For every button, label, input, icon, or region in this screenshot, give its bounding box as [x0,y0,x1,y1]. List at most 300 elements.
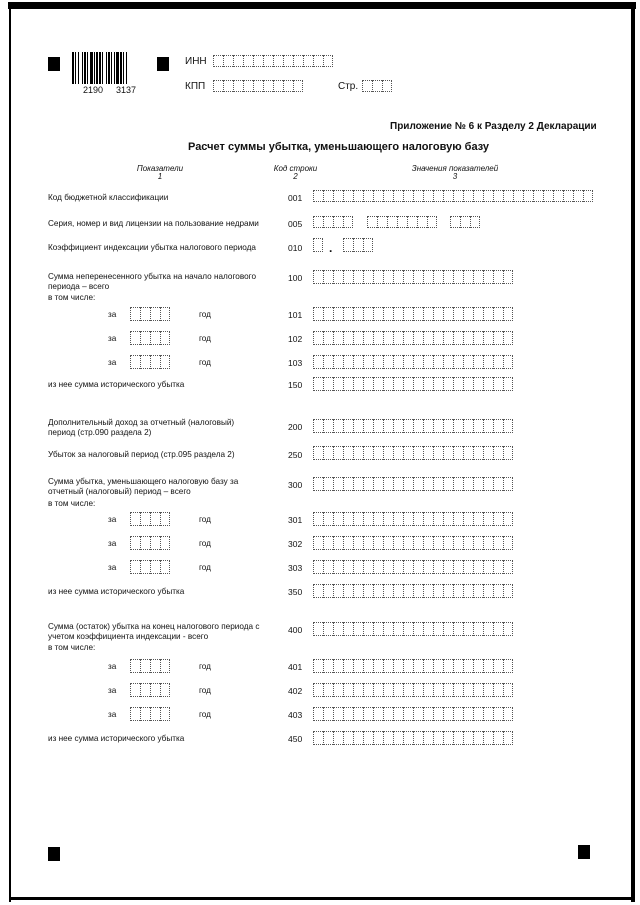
char-cell[interactable] [473,270,483,284]
row-300-field[interactable] [313,477,513,489]
char-cell[interactable] [353,419,363,433]
char-cell[interactable] [160,355,170,369]
char-cell[interactable] [383,683,393,697]
char-cell[interactable] [150,659,160,673]
char-cell[interactable] [503,270,513,284]
char-cell[interactable] [353,477,363,491]
row-303-year-field[interactable] [130,560,170,572]
char-cell[interactable] [473,331,483,345]
char-cell[interactable] [433,446,443,460]
char-cell[interactable] [373,355,383,369]
char-cell[interactable] [423,477,433,491]
char-cell[interactable] [333,584,343,598]
char-cell[interactable] [353,331,363,345]
char-cell[interactable] [273,80,283,92]
row-005-number-field[interactable] [367,216,437,228]
char-cell[interactable] [383,622,393,636]
char-cell[interactable] [343,731,353,745]
char-cell[interactable] [383,446,393,460]
row-401-field[interactable] [313,659,513,671]
char-cell[interactable] [343,560,353,574]
char-cell[interactable] [393,683,403,697]
char-cell[interactable] [353,622,363,636]
char-cell[interactable] [483,307,493,321]
char-cell[interactable] [363,584,373,598]
char-cell[interactable] [423,659,433,673]
char-cell[interactable] [333,419,343,433]
char-cell[interactable] [383,270,393,284]
char-cell[interactable] [393,190,403,202]
char-cell[interactable] [363,659,373,673]
char-cell[interactable] [373,659,383,673]
char-cell[interactable] [393,446,403,460]
char-cell[interactable] [130,307,140,321]
char-cell[interactable] [353,270,363,284]
char-cell[interactable] [313,216,323,228]
char-cell[interactable] [353,307,363,321]
row-303-field[interactable] [313,560,513,572]
char-cell[interactable] [403,331,413,345]
char-cell[interactable] [323,584,333,598]
char-cell[interactable] [150,355,160,369]
char-cell[interactable] [333,622,343,636]
char-cell[interactable] [443,560,453,574]
char-cell[interactable] [353,707,363,721]
char-cell[interactable] [253,55,263,67]
char-cell[interactable] [503,355,513,369]
char-cell[interactable] [473,707,483,721]
char-cell[interactable] [460,216,470,228]
char-cell[interactable] [343,216,353,228]
char-cell[interactable] [343,584,353,598]
page-number-field[interactable] [362,80,392,92]
char-cell[interactable] [453,307,463,321]
char-cell[interactable] [453,477,463,491]
char-cell[interactable] [473,622,483,636]
char-cell[interactable] [503,659,513,673]
char-cell[interactable] [453,446,463,460]
char-cell[interactable] [473,377,483,391]
char-cell[interactable] [313,377,323,391]
char-cell[interactable] [483,536,493,550]
char-cell[interactable] [443,190,453,202]
char-cell[interactable] [403,355,413,369]
char-cell[interactable] [483,477,493,491]
char-cell[interactable] [443,307,453,321]
char-cell[interactable] [443,683,453,697]
char-cell[interactable] [463,377,473,391]
char-cell[interactable] [393,270,403,284]
char-cell[interactable] [140,355,150,369]
char-cell[interactable] [313,659,323,673]
char-cell[interactable] [323,331,333,345]
char-cell[interactable] [363,683,373,697]
char-cell[interactable] [483,659,493,673]
char-cell[interactable] [373,307,383,321]
row-302-year-field[interactable] [130,536,170,548]
char-cell[interactable] [503,707,513,721]
char-cell[interactable] [373,446,383,460]
char-cell[interactable] [397,216,407,228]
char-cell[interactable] [313,331,323,345]
char-cell[interactable] [130,707,140,721]
char-cell[interactable] [453,419,463,433]
char-cell[interactable] [413,584,423,598]
char-cell[interactable] [383,584,393,598]
char-cell[interactable] [493,355,503,369]
char-cell[interactable] [343,355,353,369]
inn-field[interactable] [213,55,333,67]
char-cell[interactable] [373,512,383,526]
char-cell[interactable] [223,55,233,67]
char-cell[interactable] [393,536,403,550]
row-301-field[interactable] [313,512,513,524]
char-cell[interactable] [413,731,423,745]
char-cell[interactable] [383,377,393,391]
char-cell[interactable] [393,584,403,598]
char-cell[interactable] [533,190,543,202]
char-cell[interactable] [333,307,343,321]
char-cell[interactable] [473,560,483,574]
char-cell[interactable] [353,659,363,673]
char-cell[interactable] [383,307,393,321]
char-cell[interactable] [150,512,160,526]
char-cell[interactable] [383,536,393,550]
char-cell[interactable] [483,190,493,202]
char-cell[interactable] [323,707,333,721]
char-cell[interactable] [413,377,423,391]
char-cell[interactable] [333,190,343,202]
row-101-year-field[interactable] [130,307,170,319]
char-cell[interactable] [363,355,373,369]
char-cell[interactable] [313,536,323,550]
char-cell[interactable] [503,683,513,697]
char-cell[interactable] [423,355,433,369]
char-cell[interactable] [483,419,493,433]
char-cell[interactable] [160,512,170,526]
char-cell[interactable] [403,683,413,697]
char-cell[interactable] [160,659,170,673]
char-cell[interactable] [333,331,343,345]
char-cell[interactable] [433,731,443,745]
char-cell[interactable] [513,190,523,202]
char-cell[interactable] [423,190,433,202]
char-cell[interactable] [160,560,170,574]
char-cell[interactable] [313,584,323,598]
row-102-field[interactable] [313,331,513,343]
char-cell[interactable] [343,622,353,636]
char-cell[interactable] [323,55,333,67]
char-cell[interactable] [323,622,333,636]
char-cell[interactable] [433,477,443,491]
char-cell[interactable] [150,683,160,697]
char-cell[interactable] [453,270,463,284]
char-cell[interactable] [503,377,513,391]
char-cell[interactable] [413,622,423,636]
char-cell[interactable] [243,55,253,67]
char-cell[interactable] [343,446,353,460]
char-cell[interactable] [323,419,333,433]
char-cell[interactable] [363,560,373,574]
char-cell[interactable] [473,584,483,598]
char-cell[interactable] [413,331,423,345]
char-cell[interactable] [323,659,333,673]
char-cell[interactable] [483,446,493,460]
char-cell[interactable] [333,477,343,491]
char-cell[interactable] [323,307,333,321]
char-cell[interactable] [353,512,363,526]
row-150-field[interactable] [313,377,513,389]
char-cell[interactable] [463,355,473,369]
char-cell[interactable] [450,216,460,228]
char-cell[interactable] [493,377,503,391]
char-cell[interactable] [323,377,333,391]
char-cell[interactable] [463,270,473,284]
char-cell[interactable] [393,307,403,321]
char-cell[interactable] [313,560,323,574]
char-cell[interactable] [213,55,223,67]
char-cell[interactable] [493,622,503,636]
char-cell[interactable] [343,477,353,491]
char-cell[interactable] [313,270,323,284]
char-cell[interactable] [140,560,150,574]
row-402-year-field[interactable] [130,683,170,695]
char-cell[interactable] [433,622,443,636]
char-cell[interactable] [283,80,293,92]
char-cell[interactable] [413,707,423,721]
char-cell[interactable] [553,190,563,202]
char-cell[interactable] [333,512,343,526]
char-cell[interactable] [473,446,483,460]
char-cell[interactable] [503,584,513,598]
char-cell[interactable] [363,512,373,526]
char-cell[interactable] [353,446,363,460]
char-cell[interactable] [313,512,323,526]
char-cell[interactable] [323,216,333,228]
char-cell[interactable] [367,216,377,228]
row-102-year-field[interactable] [130,331,170,343]
char-cell[interactable] [443,355,453,369]
char-cell[interactable] [373,377,383,391]
char-cell[interactable] [493,331,503,345]
char-cell[interactable] [353,683,363,697]
char-cell[interactable] [393,512,403,526]
char-cell[interactable] [463,707,473,721]
char-cell[interactable] [333,683,343,697]
char-cell[interactable] [493,659,503,673]
char-cell[interactable] [463,683,473,697]
char-cell[interactable] [343,331,353,345]
char-cell[interactable] [463,536,473,550]
char-cell[interactable] [407,216,417,228]
char-cell[interactable] [140,536,150,550]
char-cell[interactable] [403,731,413,745]
row-250-field[interactable] [313,446,513,458]
char-cell[interactable] [493,512,503,526]
char-cell[interactable] [313,307,323,321]
char-cell[interactable] [483,707,493,721]
char-cell[interactable] [423,377,433,391]
char-cell[interactable] [453,731,463,745]
char-cell[interactable] [473,659,483,673]
char-cell[interactable] [363,270,373,284]
char-cell[interactable] [423,584,433,598]
char-cell[interactable] [403,270,413,284]
char-cell[interactable] [140,659,150,673]
char-cell[interactable] [343,238,353,252]
char-cell[interactable] [483,512,493,526]
char-cell[interactable] [323,683,333,697]
char-cell[interactable] [363,190,373,202]
char-cell[interactable] [313,446,323,460]
char-cell[interactable] [453,707,463,721]
row-103-field[interactable] [313,355,513,367]
char-cell[interactable] [483,331,493,345]
char-cell[interactable] [393,731,403,745]
char-cell[interactable] [130,536,140,550]
row-010-integer-field[interactable] [313,238,323,250]
char-cell[interactable] [433,307,443,321]
char-cell[interactable] [453,355,463,369]
char-cell[interactable] [343,536,353,550]
char-cell[interactable] [363,536,373,550]
char-cell[interactable] [443,377,453,391]
char-cell[interactable] [323,270,333,284]
char-cell[interactable] [383,477,393,491]
row-001-field[interactable] [313,190,593,202]
char-cell[interactable] [323,190,333,202]
char-cell[interactable] [373,270,383,284]
char-cell[interactable] [363,622,373,636]
char-cell[interactable] [353,560,363,574]
char-cell[interactable] [150,331,160,345]
char-cell[interactable] [150,307,160,321]
char-cell[interactable] [373,683,383,697]
char-cell[interactable] [313,355,323,369]
char-cell[interactable] [503,446,513,460]
char-cell[interactable] [140,707,150,721]
char-cell[interactable] [140,512,150,526]
char-cell[interactable] [413,307,423,321]
char-cell[interactable] [393,622,403,636]
char-cell[interactable] [433,270,443,284]
char-cell[interactable] [383,331,393,345]
char-cell[interactable] [473,307,483,321]
char-cell[interactable] [493,446,503,460]
char-cell[interactable] [393,477,403,491]
char-cell[interactable] [323,446,333,460]
char-cell[interactable] [463,731,473,745]
char-cell[interactable] [443,477,453,491]
char-cell[interactable] [493,536,503,550]
char-cell[interactable] [413,536,423,550]
char-cell[interactable] [423,446,433,460]
char-cell[interactable] [413,355,423,369]
char-cell[interactable] [493,560,503,574]
char-cell[interactable] [453,622,463,636]
char-cell[interactable] [343,659,353,673]
char-cell[interactable] [483,377,493,391]
char-cell[interactable] [463,512,473,526]
char-cell[interactable] [160,707,170,721]
char-cell[interactable] [313,238,323,252]
char-cell[interactable] [503,536,513,550]
char-cell[interactable] [463,419,473,433]
char-cell[interactable] [353,536,363,550]
char-cell[interactable] [423,560,433,574]
char-cell[interactable] [383,731,393,745]
char-cell[interactable] [473,512,483,526]
char-cell[interactable] [343,512,353,526]
char-cell[interactable] [483,560,493,574]
row-005-type-field[interactable] [450,216,480,228]
row-100-field[interactable] [313,270,513,282]
char-cell[interactable] [130,512,140,526]
char-cell[interactable] [363,307,373,321]
char-cell[interactable] [403,659,413,673]
char-cell[interactable] [503,419,513,433]
char-cell[interactable] [130,331,140,345]
char-cell[interactable] [383,659,393,673]
char-cell[interactable] [413,477,423,491]
char-cell[interactable] [493,731,503,745]
char-cell[interactable] [383,707,393,721]
char-cell[interactable] [343,419,353,433]
char-cell[interactable] [503,477,513,491]
char-cell[interactable] [150,560,160,574]
char-cell[interactable] [483,584,493,598]
char-cell[interactable] [343,270,353,284]
char-cell[interactable] [377,216,387,228]
char-cell[interactable] [373,477,383,491]
char-cell[interactable] [393,560,403,574]
char-cell[interactable] [393,331,403,345]
char-cell[interactable] [353,355,363,369]
char-cell[interactable] [303,55,313,67]
char-cell[interactable] [363,731,373,745]
char-cell[interactable] [373,731,383,745]
row-005-series-field[interactable] [313,216,353,228]
char-cell[interactable] [160,536,170,550]
char-cell[interactable] [373,536,383,550]
char-cell[interactable] [150,707,160,721]
char-cell[interactable] [413,512,423,526]
char-cell[interactable] [493,190,503,202]
char-cell[interactable] [503,307,513,321]
char-cell[interactable] [503,190,513,202]
char-cell[interactable] [463,659,473,673]
char-cell[interactable] [453,683,463,697]
char-cell[interactable] [130,659,140,673]
char-cell[interactable] [463,190,473,202]
char-cell[interactable] [433,377,443,391]
char-cell[interactable] [473,419,483,433]
char-cell[interactable] [443,659,453,673]
row-402-field[interactable] [313,683,513,695]
char-cell[interactable] [323,731,333,745]
char-cell[interactable] [463,584,473,598]
char-cell[interactable] [473,536,483,550]
char-cell[interactable] [333,707,343,721]
char-cell[interactable] [473,355,483,369]
char-cell[interactable] [443,536,453,550]
char-cell[interactable] [463,331,473,345]
char-cell[interactable] [393,707,403,721]
char-cell[interactable] [433,584,443,598]
char-cell[interactable] [483,622,493,636]
char-cell[interactable] [423,512,433,526]
char-cell[interactable] [130,355,140,369]
